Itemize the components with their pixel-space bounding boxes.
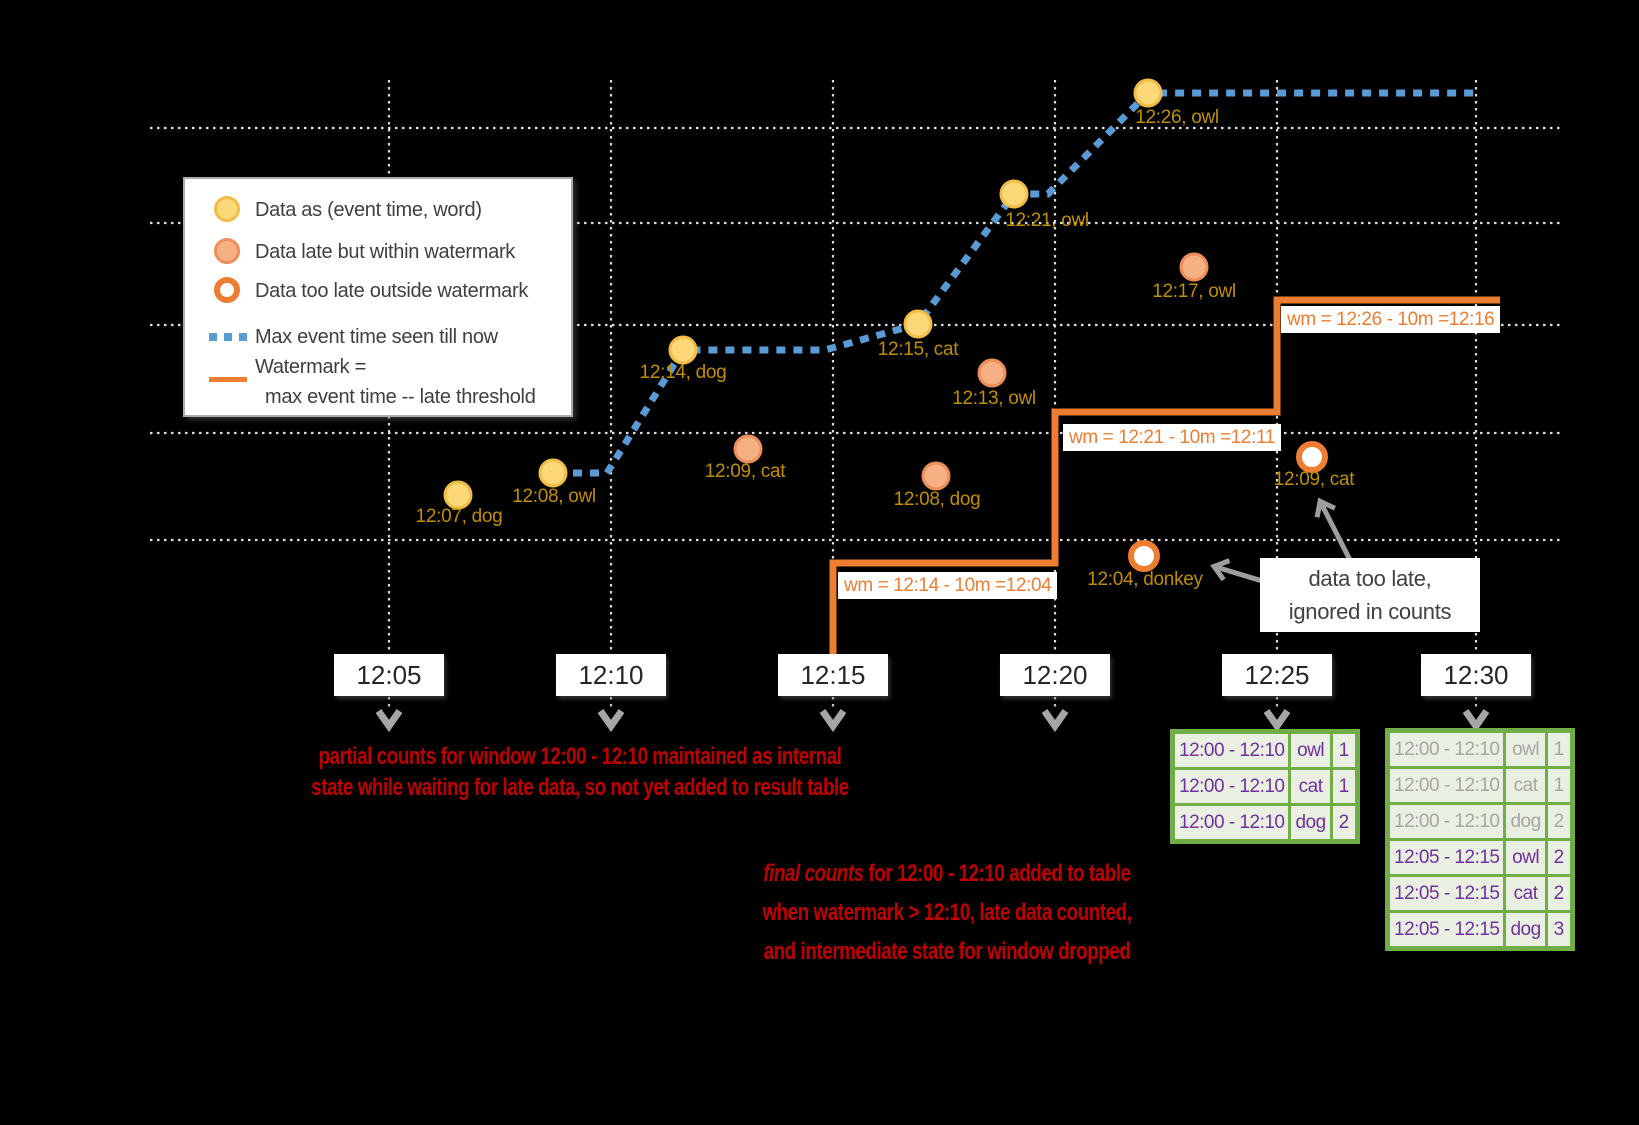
- point-label: 12:14, dog: [639, 362, 727, 383]
- word-cell: cat: [1505, 876, 1546, 912]
- count-cell: 2: [1546, 876, 1572, 912]
- point-label: 12:13, owl: [952, 388, 1036, 409]
- table-row: [1173, 732, 1358, 769]
- table-row: [1173, 805, 1358, 842]
- table-row: [1388, 768, 1573, 804]
- legend-label: Data too late outside watermark: [255, 280, 529, 302]
- annotation-line-rest: for 12:00 - 12:10 added to table: [863, 860, 1131, 887]
- window-cell: 12:05 - 12:15: [1388, 840, 1505, 876]
- axis-label-12-10: 12:10: [556, 654, 666, 696]
- watermark-step-label-1: wm = 12:14 - 10m =12:04: [838, 572, 1057, 599]
- down-arrow-icon: [601, 711, 622, 726]
- count-cell: 2: [1546, 840, 1572, 876]
- point-12-09-cat-late: [1299, 444, 1325, 470]
- legend-label: Watermark =: [255, 356, 366, 378]
- final-counts-annotation: [762, 854, 1131, 971]
- max-event-time-line: [556, 93, 1478, 473]
- axis-arrows: [379, 697, 1487, 726]
- word-cell: dog: [1505, 912, 1546, 949]
- window-cell: 12:00 - 12:10: [1173, 732, 1290, 769]
- annotation-line: partial counts for window 12:00 - 12:10 maintained as internal: [318, 743, 842, 770]
- legend: [183, 177, 573, 417]
- point-12-13-owl: [979, 360, 1005, 386]
- down-arrow-icon: [823, 711, 844, 726]
- legend-label: Data late but within watermark: [255, 241, 516, 263]
- table-row: [1388, 731, 1573, 768]
- down-arrow-icon: [1267, 711, 1288, 726]
- partial-result-table: [1170, 729, 1360, 844]
- too-late-note: [1260, 558, 1480, 632]
- table-row: [1388, 912, 1573, 949]
- point-label: 12:07, dog: [415, 506, 503, 527]
- point-12-07-dog: [445, 482, 471, 508]
- point-label: 12:04, donkey: [1087, 569, 1203, 590]
- legend-label-line2: max event time -- late threshold: [265, 386, 536, 408]
- count-cell: 1: [1546, 768, 1572, 804]
- too-late-ring-icon: [214, 277, 240, 303]
- point-label: 12:09, cat: [1273, 469, 1355, 490]
- word-cell: owl: [1505, 731, 1546, 768]
- table-row: [1388, 876, 1573, 912]
- table-row: [1173, 769, 1358, 805]
- watermark-step-label-2: wm = 12:21 - 10m =12:11: [1063, 424, 1281, 451]
- annotation-line: and intermediate state for window dropped: [763, 938, 1131, 965]
- on-time-dot-icon: [214, 196, 240, 222]
- axis-label-12-25: 12:25: [1222, 654, 1332, 696]
- word-cell: cat: [1505, 768, 1546, 804]
- point-12-17-owl: [1181, 254, 1207, 280]
- too-late-note-line2: ignored in counts: [1288, 599, 1452, 624]
- point-label: 12:21, owl: [1005, 210, 1089, 231]
- point-label: 12:26, owl: [1135, 107, 1219, 128]
- down-arrow-icon: [1466, 711, 1487, 726]
- partial-counts-annotation: [311, 741, 849, 803]
- point-12-15-cat: [905, 311, 931, 337]
- count-cell: 3: [1546, 912, 1572, 949]
- window-cell: 12:00 - 12:10: [1173, 805, 1290, 842]
- late-dot-icon: [214, 238, 240, 264]
- point-label: 12:08, owl: [512, 486, 596, 507]
- count-cell: 1: [1546, 731, 1572, 768]
- count-cell: 2: [1331, 805, 1357, 842]
- word-cell: owl: [1505, 840, 1546, 876]
- point-label: 12:09, cat: [704, 461, 786, 482]
- legend-label: Data as (event time, word): [255, 199, 482, 221]
- count-cell: 1: [1331, 769, 1357, 805]
- annotation-line: state while waiting for late data, so not yet added to result table: [311, 774, 849, 801]
- arrow-to-late-cat: [1321, 503, 1350, 560]
- axis-label-12-05: 12:05: [334, 654, 444, 696]
- point-12-04-donkey: [1131, 543, 1157, 569]
- point-12-14-dog: [670, 337, 696, 363]
- down-arrow-icon: [1045, 711, 1066, 726]
- point-12-08-dog: [923, 463, 949, 489]
- max-event-time-dash-icon: [209, 333, 253, 341]
- watermark-line-icon: [209, 377, 247, 382]
- final-result-table: [1385, 728, 1575, 951]
- word-cell: dog: [1290, 805, 1331, 842]
- axis-label-12-20: 12:20: [1000, 654, 1110, 696]
- axis-label-12-15: 12:15: [778, 654, 888, 696]
- point-label: 12:17, owl: [1152, 281, 1236, 302]
- table-row: [1388, 840, 1573, 876]
- table-row: [1388, 804, 1573, 840]
- too-late-note-line1: data too late,: [1308, 566, 1432, 591]
- word-cell: owl: [1290, 732, 1331, 769]
- point-label: 12:08, dog: [893, 489, 981, 510]
- window-cell: 12:00 - 12:10: [1388, 731, 1505, 768]
- point-12-21-owl: [1001, 181, 1027, 207]
- axis-label-12-30: 12:30: [1421, 654, 1531, 696]
- point-12-08-owl: [540, 460, 566, 486]
- word-cell: dog: [1505, 804, 1546, 840]
- legend-label: Max event time seen till now: [255, 326, 498, 348]
- point-12-09-cat: [735, 436, 761, 462]
- final-counts-emphasis: final counts: [763, 860, 864, 887]
- watermark-step-label-3: wm = 12:26 - 10m =12:16: [1281, 306, 1500, 333]
- window-cell: 12:00 - 12:10: [1173, 769, 1290, 805]
- window-cell: 12:00 - 12:10: [1388, 768, 1505, 804]
- annotation-line: when watermark > 12:10, late data counted,: [762, 899, 1132, 926]
- word-cell: cat: [1290, 769, 1331, 805]
- annotation-line: [762, 854, 1131, 893]
- down-arrow-icon: [379, 711, 400, 726]
- window-cell: 12:05 - 12:15: [1388, 876, 1505, 912]
- window-cell: 12:05 - 12:15: [1388, 912, 1505, 949]
- point-label: 12:15, cat: [877, 339, 959, 360]
- count-cell: 1: [1331, 732, 1357, 769]
- count-cell: 2: [1546, 804, 1572, 840]
- window-cell: 12:00 - 12:10: [1388, 804, 1505, 840]
- point-12-26-owl: [1135, 80, 1161, 106]
